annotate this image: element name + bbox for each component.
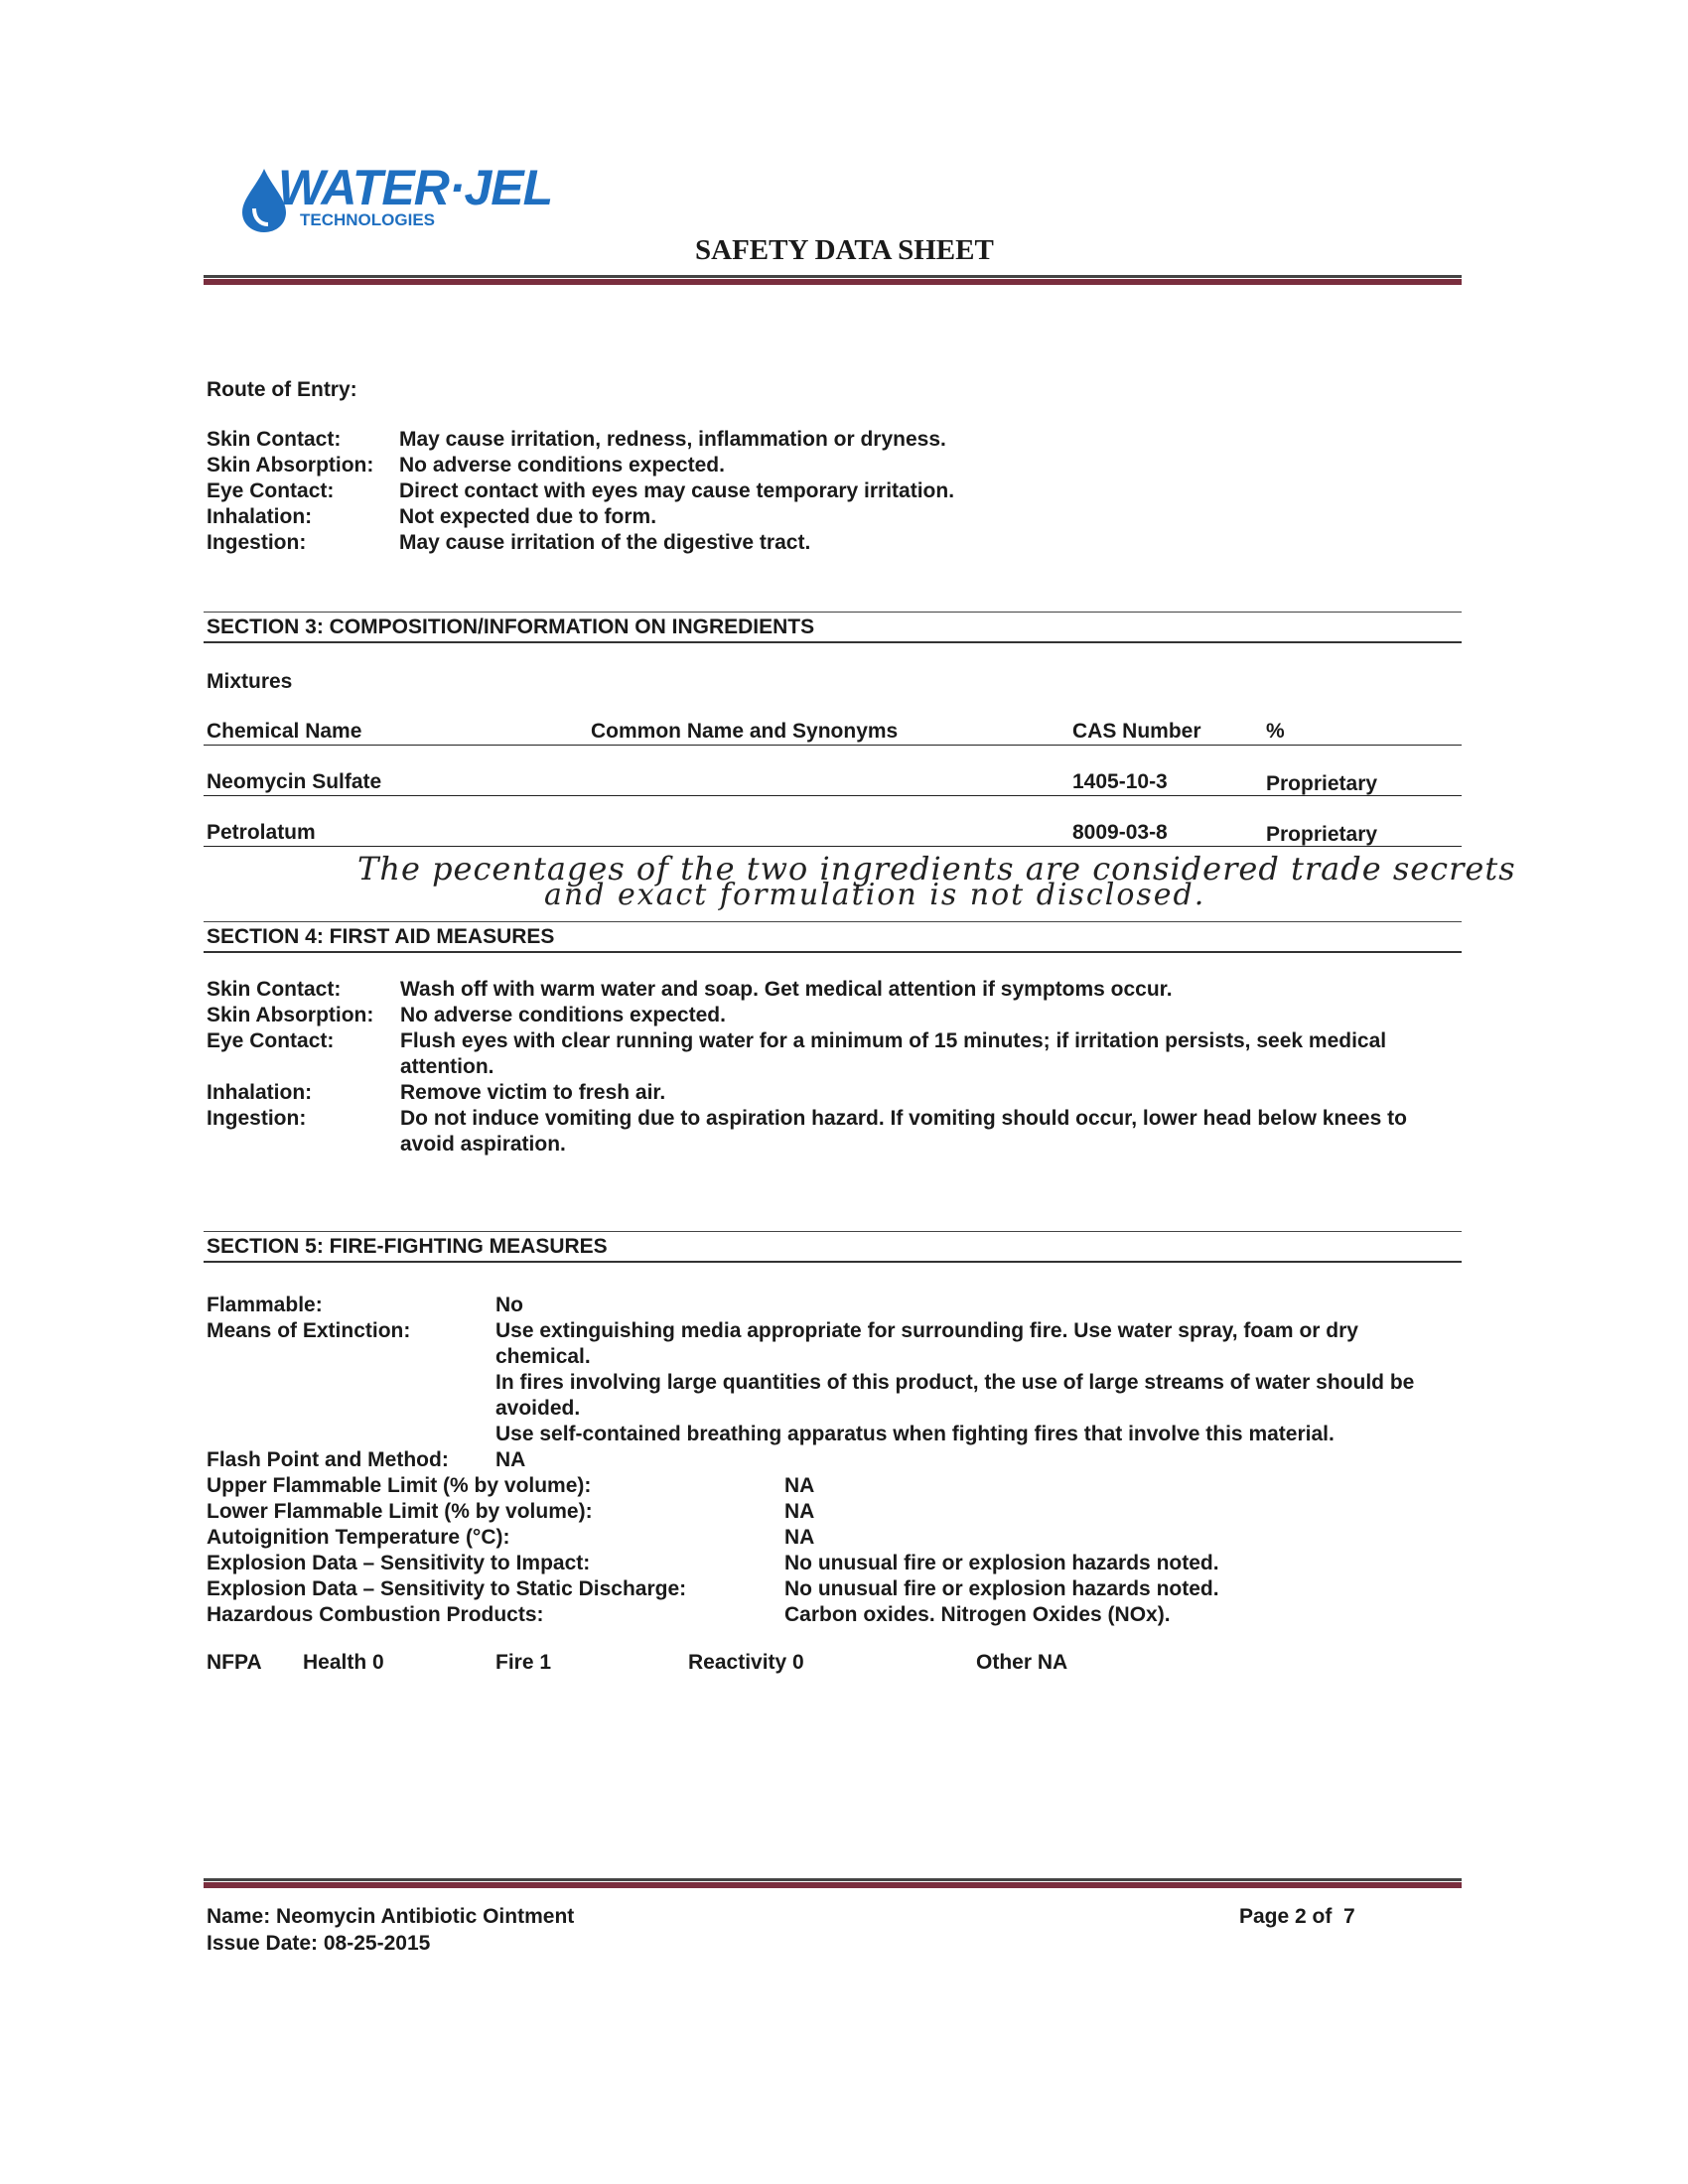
header-rule	[204, 275, 1462, 278]
table-row-rule	[204, 795, 1462, 796]
table-header-rule	[204, 745, 1462, 746]
route-label: Skin Absorption:	[207, 454, 374, 477]
flash-point-value: NA	[495, 1448, 526, 1471]
property-value: NA	[784, 1526, 815, 1549]
footer-rule	[204, 1878, 1462, 1881]
property-value: No unusual fire or explosion hazards noted.	[784, 1577, 1219, 1600]
handwritten-note-line2: and exact formulation is not disclosed.	[544, 878, 1206, 912]
section3-bottom-rule	[204, 641, 1462, 643]
logo-main-text: WATER·JEL	[278, 160, 553, 215]
property-label: Lower Flammable Limit (% by volume):	[207, 1500, 593, 1523]
flash-point-label: Flash Point and Method:	[207, 1448, 449, 1471]
nfpa-label: NFPA	[207, 1651, 262, 1674]
column-header: CAS Number	[1072, 720, 1201, 743]
header-rule-accent	[204, 279, 1462, 285]
nfpa-ratings	[207, 1650, 1199, 1680]
column-header: Chemical Name	[207, 720, 362, 743]
column-header: %	[1266, 720, 1285, 743]
footer-page-number: Page 2 of 7	[1239, 1905, 1355, 1928]
property-label: Hazardous Combustion Products:	[207, 1603, 544, 1626]
route-value: No adverse conditions expected.	[399, 454, 725, 477]
flammable-label: Flammable:	[207, 1294, 323, 1316]
nfpa-health: Health 0	[303, 1651, 384, 1674]
first-aid-value: Wash off with warm water and soap. Get medical attention if symptoms occur.	[400, 978, 1173, 1001]
first-aid-value: Flush eyes with clear running water for a minimum of 15 minutes; if irritation persists, seek medical attention.	[400, 1029, 1387, 1078]
first-aid-label: Skin Absorption:	[207, 1004, 374, 1026]
footer-issue-date: Issue Date: 08-25-2015	[207, 1932, 431, 1955]
first-aid-label: Inhalation:	[207, 1081, 313, 1104]
property-label: Explosion Data – Sensitivity to Impact:	[207, 1552, 591, 1574]
property-value: NA	[784, 1474, 815, 1497]
route-value: May cause irritation, redness, inflammation or dryness.	[399, 428, 946, 451]
ingredient-name: Petrolatum	[207, 821, 316, 844]
route-label: Inhalation:	[207, 505, 313, 528]
section3-top-rule	[204, 612, 1462, 613]
route-heading: Route of Entry:	[207, 378, 357, 401]
property-label: Explosion Data – Sensitivity to Static Discharge:	[207, 1577, 687, 1600]
property-label: Upper Flammable Limit (% by volume):	[207, 1474, 592, 1497]
property-value: No unusual fire or explosion hazards noted.	[784, 1552, 1219, 1574]
section5-heading: SECTION 5: FIRE-FIGHTING MEASURES	[207, 1235, 608, 1258]
nfpa-fire: Fire 1	[495, 1651, 552, 1674]
flammable-value: No	[495, 1294, 523, 1316]
first-aid-value: No adverse conditions expected.	[400, 1004, 726, 1026]
ingredient-cas: 8009-03-8	[1072, 821, 1168, 844]
footer-rule-accent	[204, 1882, 1462, 1888]
route-label: Skin Contact:	[207, 428, 342, 451]
route-value: May cause irritation of the digestive tract.	[399, 531, 811, 554]
extinction-value: Use extinguishing media appropriate for surrounding fire. Use water spray, foam or dry chemical.	[495, 1319, 1358, 1368]
section3-subheading: Mixtures	[207, 670, 293, 693]
ingredient-percent: Proprietary	[1266, 772, 1378, 795]
nfpa-other: Other NA	[976, 1651, 1068, 1674]
section4-top-rule	[204, 921, 1462, 922]
ingredient-cas: 1405-10-3	[1072, 770, 1168, 793]
section3-heading: SECTION 3: COMPOSITION/INFORMATION ON INGREDIENTS	[207, 615, 815, 638]
route-label: Ingestion:	[207, 531, 307, 554]
extinction-value: In fires involving large quantities of this product, the use of large streams of water should be avoided.	[495, 1371, 1415, 1420]
section4-bottom-rule	[204, 951, 1462, 953]
section5-bottom-rule	[204, 1261, 1462, 1263]
handwritten-note-line1: The pecentages of the two ingredients are considered trade secrets	[357, 850, 1516, 887]
nfpa-reactivity: Reactivity 0	[688, 1651, 804, 1674]
page-title: SAFETY DATA SHEET	[695, 234, 994, 266]
ingredient-name: Neomycin Sulfate	[207, 770, 382, 793]
table-row-rule	[204, 846, 1462, 847]
company-logo	[238, 159, 596, 238]
first-aid-value: Do not induce vomiting due to aspiration hazard. If vomiting should occur, lower head below knees to avoid aspiration.	[400, 1107, 1407, 1156]
section5-top-rule	[204, 1231, 1462, 1232]
property-value: Carbon oxides. Nitrogen Oxides (NOx).	[784, 1603, 1171, 1626]
property-label: Autoignition Temperature (°C):	[207, 1526, 510, 1549]
column-header: Common Name and Synonyms	[591, 720, 899, 743]
first-aid-label: Ingestion:	[207, 1107, 307, 1130]
footer-product-name: Name: Neomycin Antibiotic Ointment	[207, 1905, 575, 1928]
first-aid-value: Remove victim to fresh air.	[400, 1081, 666, 1104]
route-value: Not expected due to form.	[399, 505, 657, 528]
route-label: Eye Contact:	[207, 479, 335, 502]
first-aid-label: Eye Contact:	[207, 1029, 335, 1052]
section4-heading: SECTION 4: FIRST AID MEASURES	[207, 925, 555, 948]
logo-sub-text: TECHNOLOGIES	[300, 210, 436, 229]
extinction-label: Means of Extinction:	[207, 1319, 411, 1342]
route-value: Direct contact with eyes may cause temporary irritation.	[399, 479, 955, 502]
ingredient-percent: Proprietary	[1266, 823, 1378, 846]
property-value: NA	[784, 1500, 815, 1523]
ingredients-table	[204, 719, 1462, 848]
extinction-value: Use self-contained breathing apparatus when fighting fires that involve this material.	[495, 1423, 1335, 1445]
first-aid-label: Skin Contact:	[207, 978, 342, 1001]
